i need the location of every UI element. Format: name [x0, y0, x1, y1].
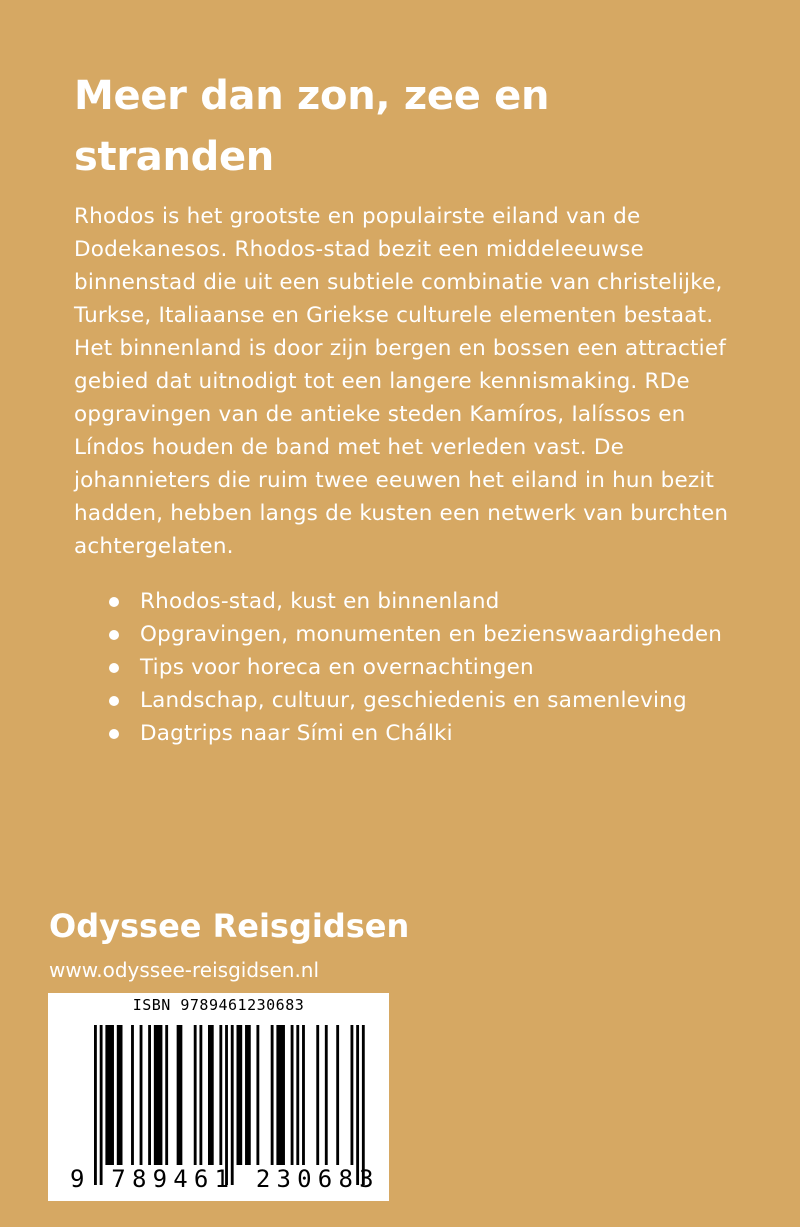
isbn-barcode: [48, 993, 389, 1201]
barcode-bar: [325, 1025, 328, 1165]
barcode-bar: [296, 1025, 299, 1165]
barcode-bar: [177, 1025, 183, 1165]
barcode-bar: [302, 1025, 305, 1165]
barcode-bar: [199, 1025, 202, 1165]
barcode-bar: [316, 1025, 319, 1165]
publisher-name: Odyssee Reisgidsen: [49, 907, 410, 945]
feature-list: [106, 585, 756, 750]
list-item: [106, 618, 756, 651]
bullet-icon: [109, 630, 119, 640]
barcode-bar: [256, 1025, 259, 1165]
barcode-bar: [154, 1025, 163, 1165]
barcode-bar: [165, 1025, 168, 1165]
publisher-url: www.odyssee-reisgidsen.nl: [49, 958, 320, 982]
barcode-bar: [231, 1025, 234, 1185]
back-cover-title: Meer dan zon, zee en stranden: [74, 73, 550, 180]
isbn-label: ISBN 9789461230683: [132, 996, 305, 1014]
barcode-bar: [208, 1025, 214, 1165]
isbn-digits: 9 789461 230683: [70, 1165, 380, 1193]
list-item-text: Tips voor horeca en overnachtingen: [140, 655, 534, 680]
barcode-bar: [271, 1025, 274, 1165]
barcode-bar: [194, 1025, 197, 1165]
barcode-bar: [94, 1025, 97, 1185]
barcode-bar: [219, 1025, 222, 1165]
barcode-bar: [356, 1025, 359, 1185]
barcode-bar: [362, 1025, 365, 1185]
list-item: [106, 717, 756, 750]
barcode-bar: [291, 1025, 294, 1165]
bullet-icon: [109, 663, 119, 673]
list-item-text: Opgravingen, monumenten en bezienswaardigheden: [140, 622, 723, 647]
list-item: [106, 684, 756, 717]
bullet-icon: [109, 696, 119, 706]
barcode-bar: [336, 1025, 339, 1165]
barcode-bar: [140, 1025, 143, 1165]
list-item: [106, 651, 756, 684]
list-item-text: Dagtrips naar Sími en Chálki: [140, 721, 453, 746]
barcode-bar: [225, 1025, 228, 1185]
barcode-bar: [276, 1025, 285, 1165]
barcode-bar: [245, 1025, 251, 1165]
barcode-bar: [237, 1025, 243, 1165]
bullet-icon: [109, 729, 119, 739]
barcode-bar: [117, 1025, 123, 1165]
barcode-bar: [100, 1025, 103, 1185]
barcode-bar: [131, 1025, 134, 1165]
barcode-bar: [351, 1025, 354, 1165]
list-item-text: Rhodos-stad, kust en binnenland: [140, 589, 500, 614]
list-item: [106, 585, 756, 618]
barcode-bar: [148, 1025, 151, 1165]
description-paragraph: Rhodos is het grootste en populairste eiland van de Dodekanesos. Rhodos-stad bezit een middeleeuwse binnenstad die uit een subtiele combinatie van christelijke, Turkse, Italiaanse en Griekse culturele elementen bestaat. Het binnenland is door zijn bergen en bossen een attractief gebied dat uitnodigt tot een langere kennismaking. RDe opgravingen van de antieke steden Kamíros, Ialíssos en Líndos houden de band met het verleden vast. De johannieters die ruim twee eeuwen het eiland in hun bezit hadden, hebben langs de kusten een netwerk van burchten achtergelaten.: [74, 204, 729, 559]
bullet-icon: [109, 597, 119, 607]
list-item-text: Landschap, cultuur, geschiedenis en samenleving: [140, 688, 687, 713]
barcode-bar: [105, 1025, 114, 1165]
